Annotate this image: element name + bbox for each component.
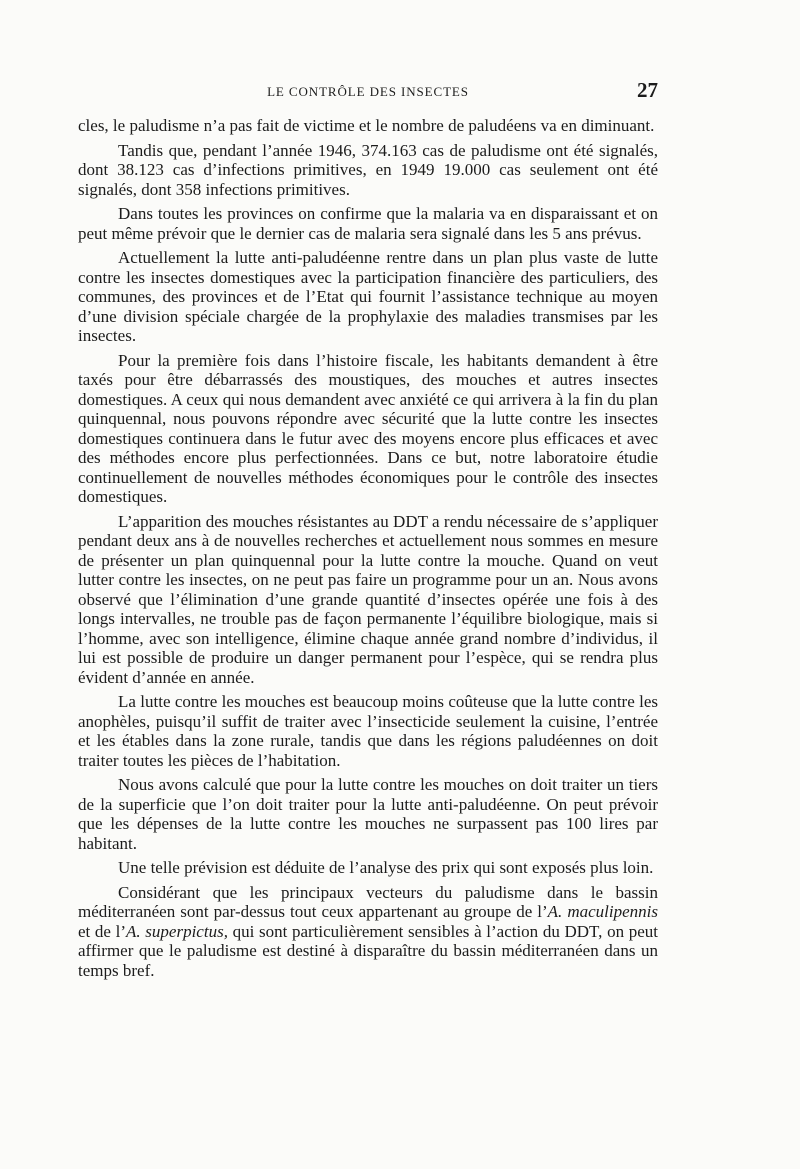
conclusion-text-3: qui sont particulièrement sensibles à l’action du DDT, on peut affirmer que le paludisme est destiné à disparaître du bassin méditerranéen dans un temps bref. [78, 921, 658, 980]
paragraph-fly-control-cost: La lutte contre les mouches est beaucoup moins coûteuse que la lutte contre les anophèles, puisqu’il suffit de traiter avec l’insecticide seulement la cuisine, l’entrée et les étables dans la zone rurale, tandis que dans les régions paludéennes on doit traiter toutes les pièces de l’habitation. [78, 692, 658, 770]
running-title: LE CONTRÔLE DES INSECTES [267, 84, 469, 99]
paragraph-price-analysis: Une telle prévision est déduite de l’analyse des prix qui sont exposés plus loin. [118, 858, 654, 877]
paragraph-conclusion [78, 883, 658, 981]
species-maculipennis: A. maculipennis [547, 902, 658, 921]
paragraph-provinces: Dans toutes les provinces on confirme que la malaria va en disparaissant et on peut même prévoir que le dernier cas de malaria sera signalé dans les 5 ans prévus. [78, 204, 658, 243]
body-text [78, 116, 658, 985]
paragraph-anti-malaria-plan: Actuellement la lutte anti-paludéenne rentre dans un plan plus vaste de lutte contre les insectes domestiques avec la participation financière des particuliers, des communes, des provinces et de l’Etat qui fournit l’assistance technique au moyen d’une division spéciale chargée de la prophylaxie des maladies transmises par les insectes. [78, 248, 658, 345]
species-superpictus: A. superpictus, [126, 921, 228, 941]
paragraph-calculation: Nous avons calculé que pour la lutte contre les mouches on doit traiter un tiers de la superficie que l’on doit traiter pour la lutte anti-paludéenne. On peut prévoir que les dépenses de la lutte contre les mouches ne surpassent pas 100 lires par habitant. [78, 775, 658, 853]
page-header [78, 80, 658, 104]
paragraph-malaria-statistics: Tandis que, pendant l’année 1946, 374.163 cas de paludisme ont été signalés, dont 38.123 cas d’infections primitives, en 1949 19.000 cas seulement ont été signalés, dont 358 infections primitives. [78, 140, 658, 199]
conclusion-text-2: et de l’ [78, 921, 127, 941]
page-number: 27 [637, 78, 658, 102]
paragraph-ddt-resistance: L’apparition des mouches résistantes au DDT a rendu nécessaire de s’appliquer pendant deux ans à de nouvelles recherches et actuellement nous sommes en mesure de présenter un plan quinquennal pour la lutte contre la mouche. Quand on veut lutter contre les insectes, on ne peut pas faire un programme pour un an. Nous avons observé que l’élimination d’une grande quantité d’insectes opérée une fois à des longs intervalles, ne trouble pas de façon permanente l’équilibre biologique, mais si l’homme, avec son intelligence, élimine chaque année grand nombre d’individus, il lui est possible de produire un danger permanent pour l’espèce, qui se rendra plus évident d’année en année. [78, 511, 658, 687]
conclusion-text-1: Considérant que les principaux vecteurs du paludisme dans le bassin méditerranéen sont par-dessus tout ceux appartenant au groupe de l’ [78, 882, 658, 921]
paragraph-continuation: cles, le paludisme n’a pas fait de victime et le nombre de paludéens va en diminuant. [78, 116, 655, 135]
paragraph-fiscal-history: Pour la première fois dans l’histoire fiscale, les habitants demandent à être taxés pour être débarrassés des moustiques, des mouches et autres insectes domestiques. A ceux qui nous demandent avec anxiété ce qui arrivera à la fin du plan quinquennal, nous pouvons répondre avec sécurité que la lutte contre les insectes domestiques continuera dans le futur avec des moyens encore plus efficaces et avec des méthodes encore plus perfectionnées. Dans ce but, notre laboratoire étudie continuellement de nouvelles méthodes économiques pour le contrôle des insectes domestiques. [78, 350, 658, 506]
